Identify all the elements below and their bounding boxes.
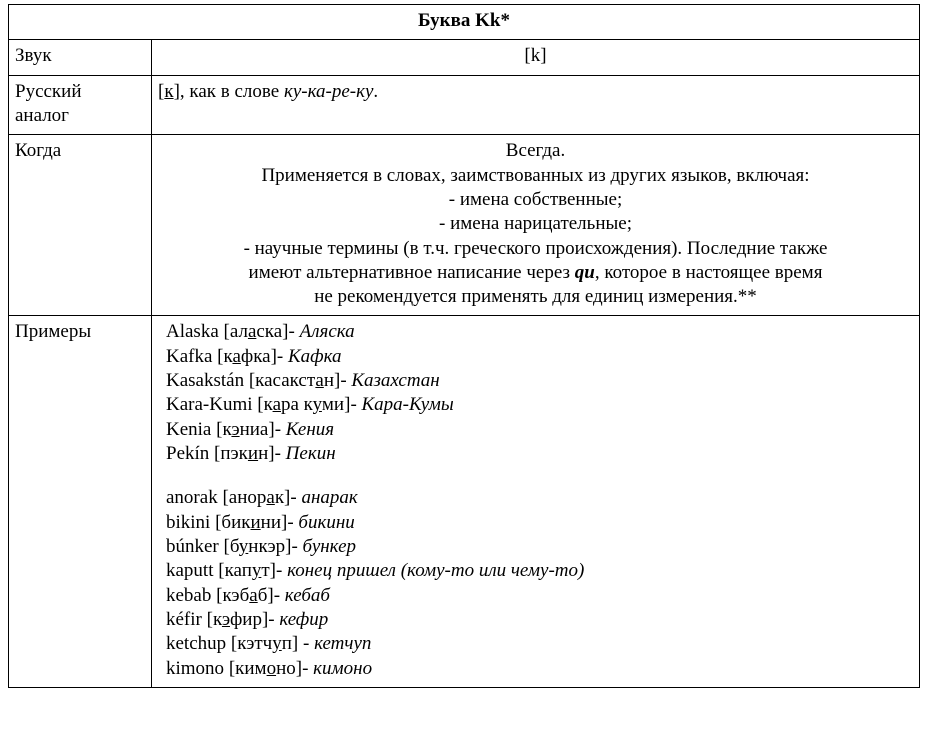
when-line-5: - научные термины (в т.ч. греческого происхождения). Последние также [243, 237, 828, 259]
table-row-when [9, 135, 920, 316]
example-translation: бикини [298, 511, 355, 533]
example-transcription: [кимоно] [228, 657, 303, 679]
example-dash: - [273, 584, 285, 606]
row-value-when [152, 135, 920, 316]
example-transcription: [касакстан] [248, 370, 341, 392]
table-title: Буква Kk* [9, 5, 920, 40]
example-dash: - [291, 535, 303, 557]
example-translation: анарак [301, 487, 358, 509]
table-row-analog [9, 75, 920, 135]
example-word: Alaska [166, 321, 219, 343]
row-value-analog [152, 75, 920, 135]
example-dash: - [302, 657, 314, 679]
when-line-7: не рекомендуется применять для единиц измерения.** [314, 286, 757, 308]
example-transcription: [аласка] [223, 321, 289, 343]
example-item [158, 511, 913, 535]
example-translation: кетчуп [314, 633, 372, 655]
when-line-6 [158, 261, 913, 285]
row-label-analog-line1: Русский [15, 80, 82, 102]
example-word: bikini [166, 511, 211, 533]
example-dash: - [350, 394, 362, 416]
table-row-title [9, 5, 920, 40]
example-item [158, 345, 913, 369]
when-line-2: Применяется в словах, заимствованных из других языков, включая: [261, 164, 810, 186]
example-dash: - [298, 633, 315, 655]
example-word: kimono [166, 657, 225, 679]
example-word: búnker [166, 535, 219, 557]
example-transcription: [анорак] [222, 487, 291, 509]
example-translation: кефир [279, 608, 329, 630]
example-item [158, 584, 913, 608]
example-item [158, 559, 913, 583]
example-word: kaputt [166, 560, 214, 582]
example-item [158, 486, 913, 510]
row-value-sound: [k] [152, 40, 920, 75]
example-dash: - [276, 560, 288, 582]
row-label-analog-line2: аналог [15, 104, 69, 126]
row-label-analog [9, 75, 152, 135]
example-dash: - [274, 443, 286, 464]
example-item [158, 369, 913, 393]
example-item [158, 608, 913, 632]
example-word: Kafka [166, 345, 213, 367]
example-translation: Пекин [285, 443, 336, 464]
example-transcription: [капут] [218, 560, 277, 582]
example-transcription: [бикини] [215, 511, 288, 533]
example-transcription: [кэбаб] [216, 584, 274, 606]
example-dash: - [268, 608, 280, 630]
example-item [158, 393, 913, 417]
analog-suffix: . [373, 80, 379, 102]
example-item [158, 657, 913, 681]
example-translation: Кара-Кумы [361, 394, 454, 416]
example-item [158, 418, 913, 442]
row-value-examples [152, 316, 920, 687]
example-item [158, 442, 913, 466]
table-row-examples [9, 316, 920, 687]
when-line-1: Всегда. [505, 140, 566, 162]
example-item [158, 320, 913, 344]
example-transcription: [кэтчуп] [230, 633, 299, 655]
example-transcription: [кэниа] [216, 418, 275, 440]
example-transcription: [кэфир] [206, 608, 269, 630]
example-translation: кимоно [313, 657, 373, 679]
example-dash: - [287, 511, 299, 533]
example-translation: Кафка [287, 345, 342, 367]
analog-example-word: ку-ка-ре-ку [283, 80, 374, 102]
example-dash: - [276, 345, 288, 367]
example-translation: конец пришел (кому-то или чему-то) [287, 560, 585, 582]
analog-prefix: [к], как в слове [158, 80, 284, 102]
example-word: kebab [166, 584, 212, 606]
example-transcription: [кафка] [217, 345, 277, 367]
example-item [158, 535, 913, 559]
row-label-when: Когда [9, 135, 152, 316]
example-dash: - [274, 418, 286, 440]
when-line-3: - имена собственные; [448, 188, 623, 210]
when-qu-token: qu [574, 261, 595, 283]
example-translation: Кения [285, 418, 335, 440]
example-transcription: [кара куми] [257, 394, 351, 416]
example-word: Kenia [166, 418, 212, 440]
letter-reference-table [8, 4, 920, 688]
when-line-4: - имена нарицательные; [439, 213, 632, 235]
example-transcription: [пэкин] [214, 443, 275, 464]
when-line-6-part1: имеют альтернативное написание через [248, 261, 575, 283]
example-word: Kasakstán [166, 370, 245, 392]
example-item [158, 632, 913, 656]
example-group-spacer [158, 466, 913, 486]
row-label-examples: Примеры [9, 316, 152, 687]
example-transcription: [бункэр] [223, 535, 292, 557]
example-word: anorak [166, 487, 218, 509]
example-dash: - [340, 370, 352, 392]
example-dash: - [290, 487, 302, 509]
example-word: kéfir [166, 608, 202, 630]
example-translation: бункер [302, 535, 357, 557]
example-word: ketchup [166, 633, 227, 655]
example-word: Kara-Kumi [166, 394, 253, 416]
table-row-sound [9, 40, 920, 75]
when-line-6-part2: , которое в настоящее время [594, 261, 823, 283]
row-label-sound: Звук [9, 40, 152, 75]
example-translation: Казахстан [351, 370, 440, 392]
example-translation: кебаб [284, 584, 330, 606]
example-dash: - [288, 321, 300, 343]
example-word: Pekín [166, 443, 210, 464]
example-translation: Аляска [299, 321, 355, 343]
